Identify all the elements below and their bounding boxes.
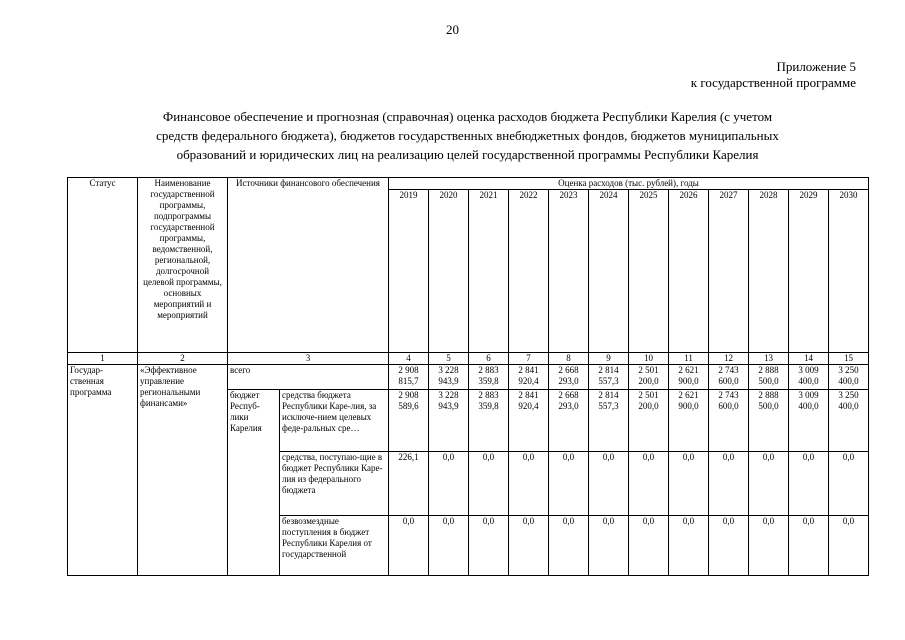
value-cell: 2 883 359,8 <box>469 365 509 390</box>
column-number: 15 <box>829 353 869 365</box>
appendix-line-1: Приложение 5 <box>776 59 856 74</box>
column-number: 5 <box>429 353 469 365</box>
source-cell: средства, поступаю-щие в бюджет Республики Каре-лия из федерального бюджета <box>280 452 389 516</box>
source-cell: всего <box>228 365 389 390</box>
header-status: Статус <box>68 178 138 353</box>
column-number: 12 <box>709 353 749 365</box>
value-cell: 2 621 900,0 <box>669 365 709 390</box>
value-cell: 0,0 <box>709 452 749 516</box>
value-cell: 2 841 920,4 <box>509 365 549 390</box>
title-line-3: образований и юридических лиц на реализацию целей государственной программы Республики Карелия <box>176 147 759 162</box>
title-line-2: средств федерального бюджета), бюджетов государственных внебюджетных фондов, бюджетов муниципальных <box>156 128 779 143</box>
value-cell: 0,0 <box>429 452 469 516</box>
column-number: 6 <box>469 353 509 365</box>
value-cell: 226,1 <box>389 452 429 516</box>
column-number: 13 <box>749 353 789 365</box>
value-cell: 0,0 <box>829 452 869 516</box>
source-cell: безвозмездные поступления в бюджет Республики Карелия от государственной <box>280 516 389 576</box>
source-cell: средства бюджета Республики Каре-лия, за исключе-нием целевых феде-ральных сре… <box>280 390 389 452</box>
value-cell: 0,0 <box>789 516 829 576</box>
value-cell: 3 009 400,0 <box>789 390 829 452</box>
value-cell: 0,0 <box>669 452 709 516</box>
value-cell: 3 250 400,0 <box>829 390 869 452</box>
value-cell: 0,0 <box>549 452 589 516</box>
header-sources: Источники финансового обеспечения <box>228 178 389 353</box>
value-cell: 0,0 <box>469 452 509 516</box>
column-number: 4 <box>389 353 429 365</box>
value-cell: 3 250 400,0 <box>829 365 869 390</box>
value-cell: 3 228 943,9 <box>429 390 469 452</box>
year-header: 2019 <box>389 190 429 353</box>
column-number: 9 <box>589 353 629 365</box>
title-line-1: Финансовое обеспечение и прогнозная (справочная) оценка расходов бюджета Республики Карелия (с учетом <box>162 109 773 124</box>
year-header: 2020 <box>429 190 469 353</box>
program-name-cell: «Эффективное управление региональными финансами» <box>138 365 228 576</box>
value-cell: 0,0 <box>629 452 669 516</box>
column-number: 11 <box>669 353 709 365</box>
value-cell: 0,0 <box>789 452 829 516</box>
column-number: 3 <box>228 353 389 365</box>
year-header: 2027 <box>709 190 749 353</box>
value-cell: 2 908 815,7 <box>389 365 429 390</box>
year-header: 2024 <box>589 190 629 353</box>
value-cell: 2 814 557,3 <box>589 390 629 452</box>
value-cell: 0,0 <box>509 452 549 516</box>
year-header: 2023 <box>549 190 589 353</box>
value-cell: 2 743 600,0 <box>709 390 749 452</box>
column-number: 14 <box>789 353 829 365</box>
year-header: 2028 <box>749 190 789 353</box>
value-cell: 0,0 <box>749 516 789 576</box>
value-cell: 2 888 500,0 <box>749 390 789 452</box>
document-title <box>60 107 875 164</box>
column-number: 2 <box>138 353 228 365</box>
value-cell: 0,0 <box>829 516 869 576</box>
value-cell: 2 621 900,0 <box>669 390 709 452</box>
value-cell: 0,0 <box>629 516 669 576</box>
value-cell: 2 668 293,0 <box>549 390 589 452</box>
value-cell: 0,0 <box>589 452 629 516</box>
status-cell: Государ-ственная программа <box>68 365 138 576</box>
column-number: 7 <box>509 353 549 365</box>
column-number: 10 <box>629 353 669 365</box>
appendix-line-2: к государственной программе <box>690 75 856 90</box>
year-header: 2022 <box>509 190 549 353</box>
value-cell: 0,0 <box>469 516 509 576</box>
value-cell: 2 501 200,0 <box>629 365 669 390</box>
value-cell: 2 908 589,6 <box>389 390 429 452</box>
page-number: 20 <box>446 22 459 37</box>
value-cell: 0,0 <box>709 516 749 576</box>
appendix-header <box>691 59 856 91</box>
budget-label-cell: бюджет Респуб-лики Карелия <box>228 390 280 576</box>
year-header: 2026 <box>669 190 709 353</box>
value-cell: 0,0 <box>429 516 469 576</box>
column-number: 1 <box>68 353 138 365</box>
value-cell: 3 009 400,0 <box>789 365 829 390</box>
value-cell: 0,0 <box>669 516 709 576</box>
value-cell: 0,0 <box>589 516 629 576</box>
value-cell: 2 888 500,0 <box>749 365 789 390</box>
year-header: 2029 <box>789 190 829 353</box>
year-header: 2021 <box>469 190 509 353</box>
value-cell: 2 841 920,4 <box>509 390 549 452</box>
value-cell: 0,0 <box>389 516 429 576</box>
value-cell: 2 501 200,0 <box>629 390 669 452</box>
value-cell: 2 883 359,8 <box>469 390 509 452</box>
finance-table <box>67 177 869 576</box>
header-estimate: Оценка расходов (тыс. рублей), годы <box>389 178 869 190</box>
value-cell: 2 814 557,3 <box>589 365 629 390</box>
value-cell: 2 743 600,0 <box>709 365 749 390</box>
value-cell: 0,0 <box>549 516 589 576</box>
column-number: 8 <box>549 353 589 365</box>
header-name: Наименование государственной программы, подпрограммы государственной программы, ведомственной, региональной, долгосрочной целевой программы, основных мероприятий и мероприятий <box>138 178 228 353</box>
year-header: 2025 <box>629 190 669 353</box>
value-cell: 3 228 943,9 <box>429 365 469 390</box>
value-cell: 0,0 <box>509 516 549 576</box>
value-cell: 2 668 293,0 <box>549 365 589 390</box>
year-header: 2030 <box>829 190 869 353</box>
value-cell: 0,0 <box>749 452 789 516</box>
